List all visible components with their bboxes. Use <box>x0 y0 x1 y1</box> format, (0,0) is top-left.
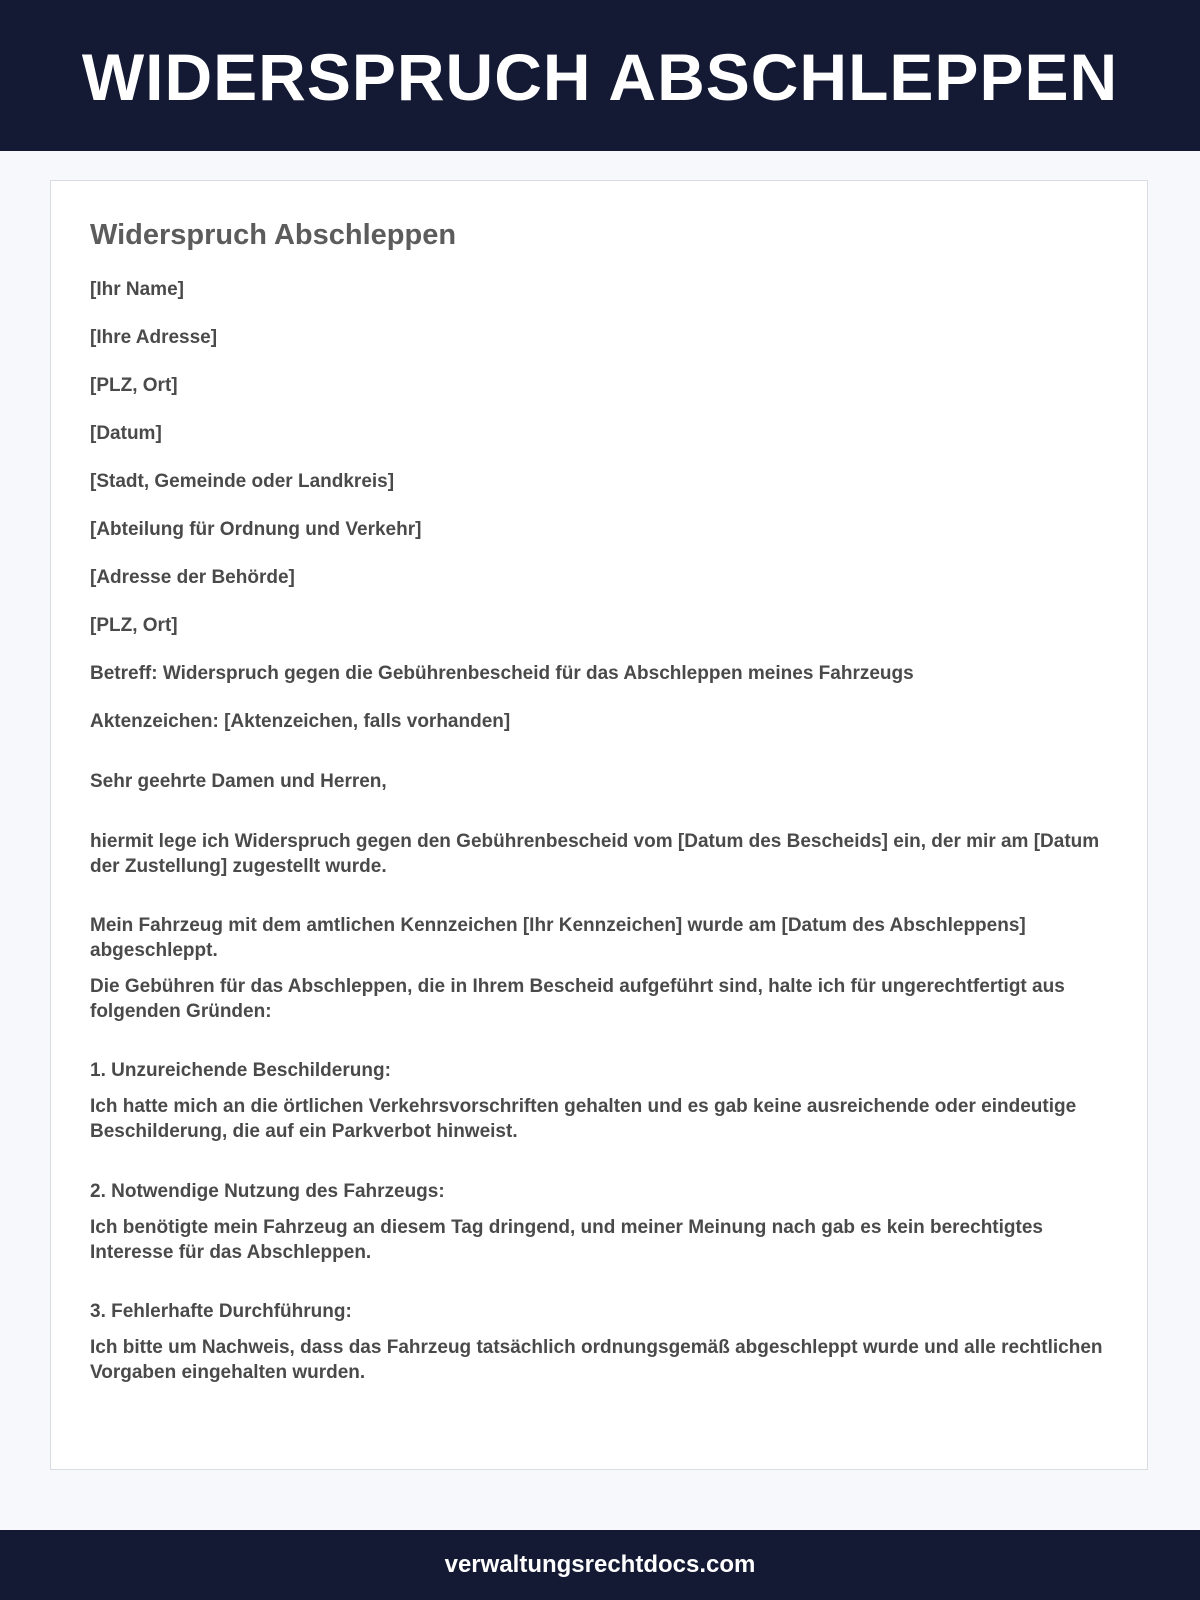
reason-heading: 3. Fehlerhafte Durchführung: <box>90 1301 352 1322</box>
reference-line: Aktenzeichen: [Aktenzeichen, falls vorhanden] <box>90 711 511 732</box>
banner-title: WIDERSPRUCH ABSCHLEPPEN <box>81 39 1119 114</box>
reason-text: Ich benötigte mein Fahrzeug an diesem Tag dringend, und meiner Meinung nach gab es kein berechtigtes Interesse für das Abschleppen. <box>90 1217 1043 1263</box>
sender-name: [Ihr Name] <box>90 279 184 300</box>
recipient-zip-city: [PLZ, Ort] <box>90 615 178 636</box>
subject-line: Betreff: Widerspruch gegen die Gebührenbescheid für das Abschleppen meines Fahrzeugs <box>90 663 914 684</box>
sender-zip-city: [PLZ, Ort] <box>90 375 178 396</box>
recipient-department: [Abteilung für Ordnung und Verkehr] <box>90 519 422 540</box>
reasons-intro-paragraph: Die Gebühren für das Abschleppen, die in Ihrem Bescheid aufgeführt sind, halte ich für ungerechtfertigt aus folgenden Gründen: <box>90 976 1065 1022</box>
document-card <box>50 180 1148 1470</box>
letter-date: [Datum] <box>90 423 162 444</box>
footer-site-link[interactable]: verwaltungsrechtdocs.com <box>444 1551 756 1578</box>
document-title: Widerspruch Abschleppen <box>90 219 457 251</box>
vehicle-paragraph: Mein Fahrzeug mit dem amtlichen Kennzeichen [Ihr Kennzeichen] wurde am [Datum des Abschleppens] abgeschleppt. <box>90 915 1026 961</box>
reason-heading: 1. Unzureichende Beschilderung: <box>90 1060 391 1081</box>
sender-address: [Ihre Adresse] <box>90 327 218 348</box>
reason-text: Ich bitte um Nachweis, dass das Fahrzeug tatsächlich ordnungsgemäß abgeschleppt wurde und alle rechtlichen Vorgaben eingehalten wurden. <box>90 1337 1103 1383</box>
intro-paragraph: hiermit lege ich Widerspruch gegen den Gebührenbescheid vom [Datum des Bescheids] ein, der mir am [Datum der Zustellung] zugestellt wurde. <box>90 831 1100 877</box>
footer-bar <box>0 1530 1200 1600</box>
header-banner <box>0 0 1200 151</box>
reason-heading: 2. Notwendige Nutzung des Fahrzeugs: <box>90 1181 445 1202</box>
recipient-address: [Adresse der Behörde] <box>90 567 295 588</box>
reason-text: Ich hatte mich an die örtlichen Verkehrsvorschriften gehalten und es gab keine ausreichende oder eindeutige Beschilderung, die auf ein Parkverbot hinweist. <box>90 1096 1077 1142</box>
recipient-authority: [Stadt, Gemeinde oder Landkreis] <box>90 471 395 492</box>
salutation: Sehr geehrte Damen und Herren, <box>90 771 387 792</box>
